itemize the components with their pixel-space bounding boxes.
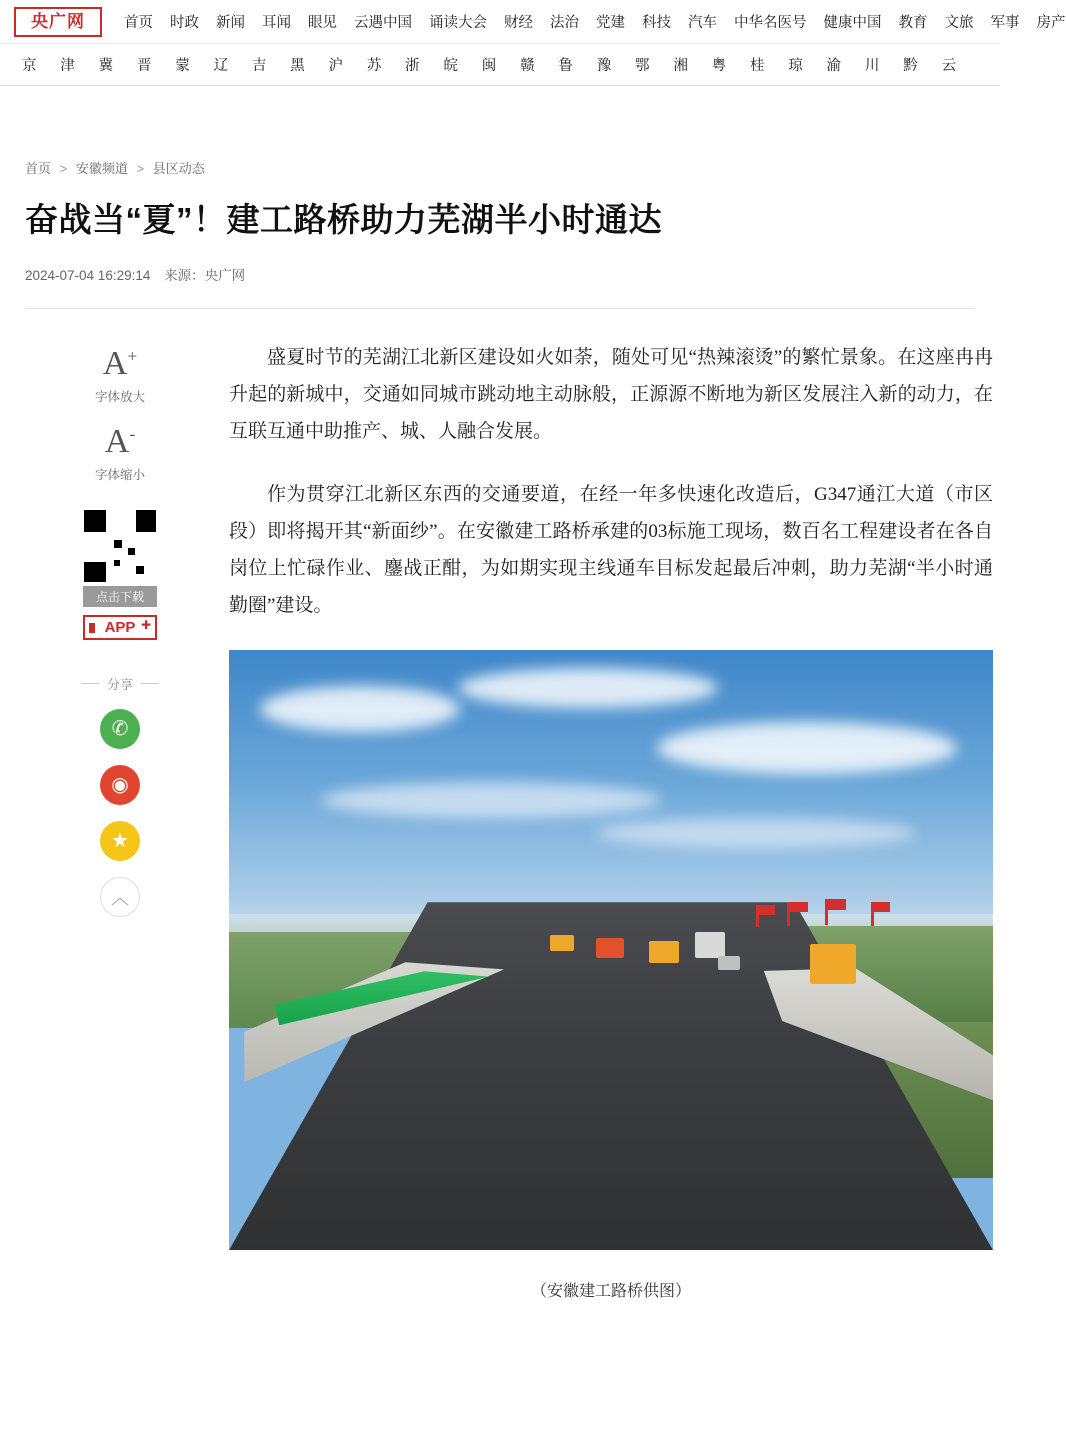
weibo-glyph: ◉ <box>111 774 129 797</box>
photo-roller-2 <box>596 938 624 958</box>
nav-item-14[interactable]: 教育 <box>898 15 928 31</box>
article-paragraph-1: 盛夏时节的芜湖江北新区建设如火如荼，随处可见“热辣滚烫”的繁忙景象。在这座冉冉升起的新城中，交通如同城市跳动地主动脉般，正源源不断地为新区发展注入新的动力，在互联互通中助推产、城、人融合发展。 <box>229 346 993 442</box>
article-meta <box>25 264 985 284</box>
photo-roller-4 <box>695 932 725 958</box>
nav-item-0[interactable]: 首页 <box>124 15 153 31</box>
province-item-22[interactable]: 川 <box>864 58 880 74</box>
photo-roller-5 <box>810 944 856 984</box>
photo-roller-3 <box>649 941 679 963</box>
app-download-button[interactable] <box>83 615 157 640</box>
chevron-up-glyph: ︿ <box>111 887 129 908</box>
photo-flag-4-cloth <box>874 902 890 912</box>
province-item-14[interactable]: 鲁 <box>558 58 573 74</box>
province-item-9[interactable]: 苏 <box>366 58 382 74</box>
font-increase-button[interactable] <box>94 344 145 405</box>
province-item-10[interactable]: 浙 <box>405 58 420 74</box>
site-header <box>0 0 1066 44</box>
app-plus-icon: ✚ <box>140 617 151 632</box>
province-item-8[interactable]: 沪 <box>328 58 343 74</box>
weibo-share-icon[interactable] <box>100 765 140 805</box>
favorite-star-icon[interactable] <box>100 821 140 861</box>
share-section-label <box>81 674 159 693</box>
province-item-19[interactable]: 桂 <box>749 58 765 74</box>
nav-item-3[interactable]: 耳闻 <box>262 15 291 31</box>
font-decrease-button[interactable] <box>94 422 145 483</box>
share-dash-right <box>141 683 159 684</box>
province-item-21[interactable]: 渝 <box>826 58 842 74</box>
main-navigation <box>124 11 1066 32</box>
site-logo-text: 央广网 <box>31 12 85 31</box>
font-decrease-glyph: A- <box>104 422 136 460</box>
source-name[interactable]: 央广网 <box>204 267 246 283</box>
photo-flag-3-cloth <box>828 899 846 910</box>
nav-item-6[interactable]: 诵读大会 <box>429 15 487 31</box>
province-item-12[interactable]: 闽 <box>481 58 497 74</box>
province-item-7[interactable]: 黑 <box>290 58 305 74</box>
qr-code-icon <box>83 509 157 583</box>
app-badge-icon <box>89 623 95 633</box>
back-to-top-icon[interactable] <box>100 877 140 917</box>
photo-flag-1-cloth <box>759 905 775 915</box>
province-item-13[interactable]: 赣 <box>520 58 535 74</box>
nav-item-2[interactable]: 新闻 <box>216 15 245 31</box>
province-navigation <box>0 44 1000 86</box>
province-item-0[interactable]: 京 <box>22 58 37 74</box>
font-increase-label: 字体放大 <box>94 389 145 404</box>
province-item-5[interactable]: 辽 <box>213 58 229 74</box>
nav-item-16[interactable]: 军事 <box>990 15 1020 31</box>
province-item-11[interactable]: 皖 <box>443 58 458 74</box>
nav-item-10[interactable]: 科技 <box>642 15 671 31</box>
wechat-glyph: ✆ <box>111 718 129 741</box>
article-figure <box>229 650 993 1301</box>
nav-item-9[interactable]: 党建 <box>596 15 625 31</box>
photo-roller-6 <box>718 956 740 970</box>
font-increase-glyph: A+ <box>102 344 138 382</box>
image-caption: （安徽建工路桥供图） <box>530 1283 691 1301</box>
photo-cloud-4 <box>321 782 661 818</box>
province-item-1[interactable]: 津 <box>60 58 75 74</box>
article-paragraph-2: 作为贯穿江北新区东西的交通要道，在经一年多快速化改造后，G347通江大道（市区段）即将揭开其“新面纱”。在安徽建工路桥承建的03标施工现场，数百名工程建设者在各自岗位上忙碌作业、鏖战正酣，为如期实现主线通车目标发起最后冲刺，助力芜湖“半小时通勤圈”建设。 <box>229 484 993 617</box>
breadcrumb <box>15 158 985 177</box>
province-item-3[interactable]: 晋 <box>136 58 152 74</box>
article-body <box>215 339 1005 1301</box>
nav-item-17[interactable]: 房产 <box>1036 15 1066 31</box>
province-item-24[interactable]: 云 <box>941 58 956 74</box>
nav-item-8[interactable]: 法治 <box>550 15 579 31</box>
province-item-4[interactable]: 蒙 <box>175 58 190 74</box>
font-decrease-label: 字体缩小 <box>94 467 145 482</box>
qr-download-label[interactable]: 点击下载 <box>83 586 157 607</box>
nav-item-1[interactable]: 时政 <box>170 15 199 31</box>
publish-date: 2024-07-04 16:29:14 <box>25 267 151 283</box>
photo-cloud-5 <box>596 818 916 848</box>
divider <box>25 308 975 309</box>
province-item-15[interactable]: 豫 <box>596 58 612 74</box>
province-item-2[interactable]: 冀 <box>98 58 114 74</box>
wechat-share-icon[interactable] <box>100 709 140 749</box>
photo-cloud-3 <box>657 722 957 774</box>
photo-roller-1 <box>550 935 574 951</box>
font-decrease-sup: - <box>129 424 136 444</box>
province-item-17[interactable]: 湘 <box>673 58 688 74</box>
app-label: APP <box>104 618 136 636</box>
nav-item-11[interactable]: 汽车 <box>688 15 717 31</box>
photo-cloud-2 <box>458 668 718 708</box>
nav-item-7[interactable]: 财经 <box>504 15 533 31</box>
font-increase-sup: + <box>127 346 138 366</box>
photo-flag-2-cloth <box>790 902 808 912</box>
province-item-16[interactable]: 鄂 <box>635 58 650 74</box>
nav-item-13[interactable]: 健康中国 <box>823 15 882 31</box>
share-dash-left <box>81 683 99 684</box>
province-item-6[interactable]: 吉 <box>251 58 267 74</box>
province-item-23[interactable]: 黔 <box>903 58 918 74</box>
source-label: 来源： <box>164 267 205 283</box>
breadcrumb-separator-1: > <box>59 161 68 176</box>
page-title: 奋战当“夏”！建工路桥助力芜湖半小时通达 <box>25 201 662 238</box>
breadcrumb-item-section[interactable]: 县区动态 <box>152 161 205 176</box>
star-glyph: ★ <box>111 830 129 853</box>
article-tools-sidebar <box>25 339 215 1301</box>
breadcrumb-separator-2: > <box>136 161 145 176</box>
photo-cloud-1 <box>260 686 460 732</box>
site-logo[interactable] <box>14 7 102 37</box>
province-item-20[interactable]: 琼 <box>788 58 803 74</box>
breadcrumb-item-channel[interactable]: 安徽频道 <box>75 161 128 176</box>
nav-item-5[interactable]: 云遇中国 <box>354 15 412 31</box>
nav-item-15[interactable]: 文旅 <box>944 15 974 31</box>
share-label-text: 分享 <box>106 676 133 692</box>
province-item-18[interactable]: 粤 <box>711 58 727 74</box>
breadcrumb-item-home[interactable]: 首页 <box>25 161 52 176</box>
article-photo <box>229 650 993 1250</box>
nav-item-12[interactable]: 中华名医号 <box>734 15 807 31</box>
nav-item-4[interactable]: 眼见 <box>308 15 337 31</box>
